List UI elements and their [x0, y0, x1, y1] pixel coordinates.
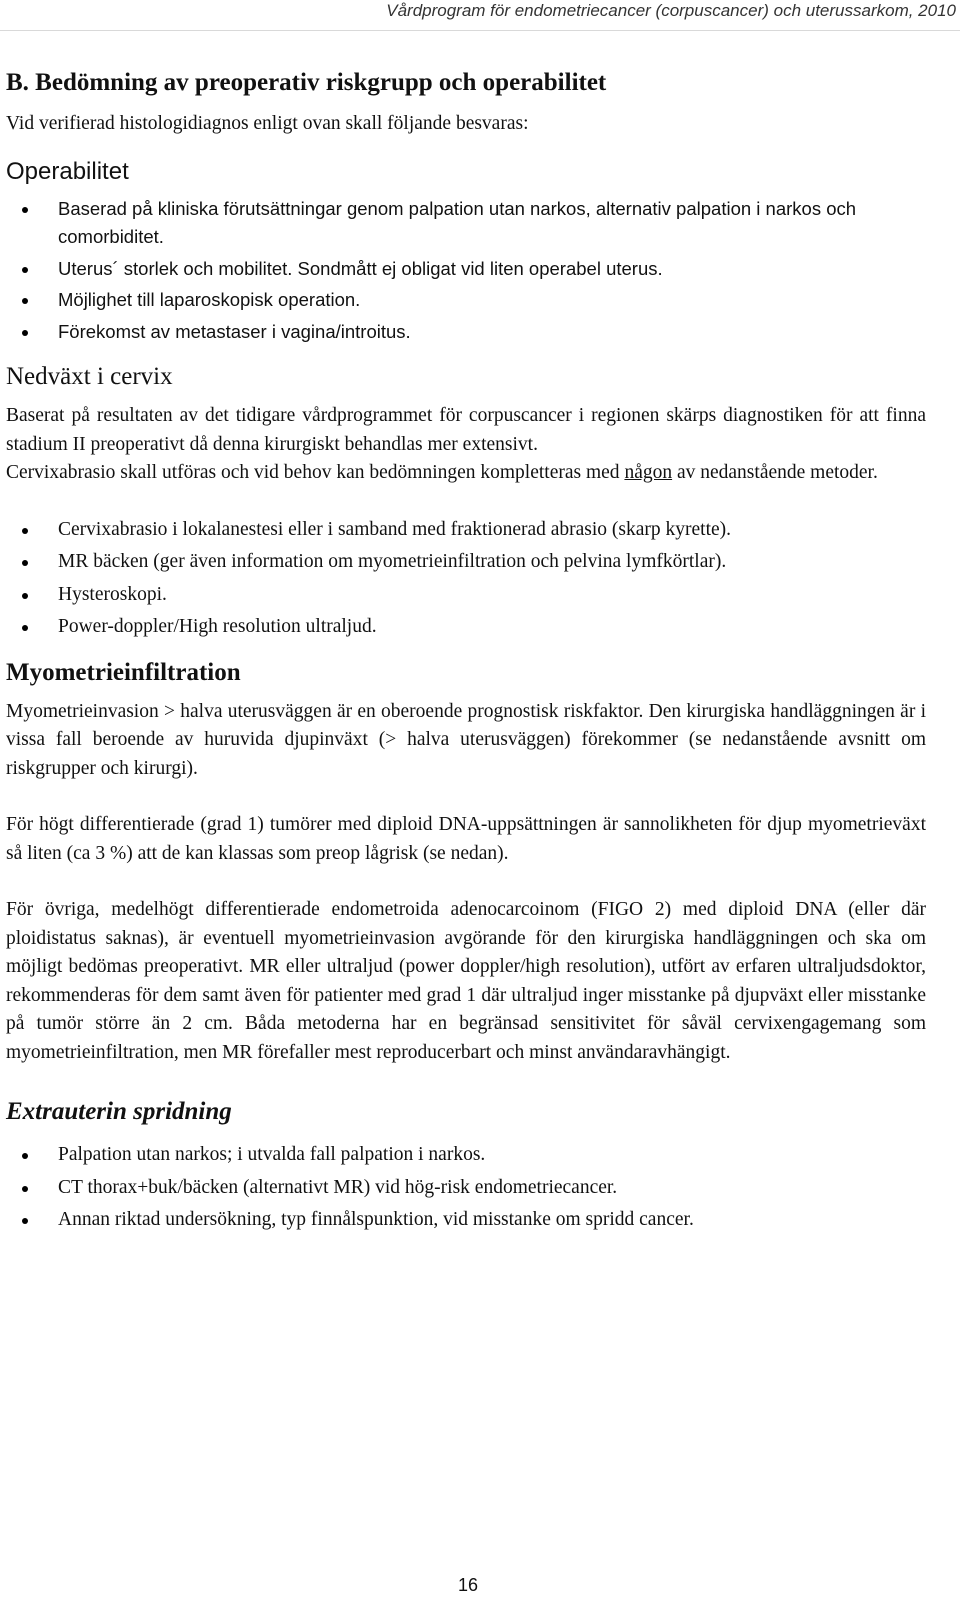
heading-operabilitet: Operabilitet [6, 157, 129, 185]
list-item [6, 255, 926, 284]
header-divider [0, 30, 960, 31]
list-item-text: MR bäcken (ger även information om myometrieinfiltration och pelvina lymfkörtlar). [58, 551, 727, 572]
bullet-icon [22, 528, 28, 534]
list-item-text: CT thorax+buk/bäcken (alternativt MR) vid hög-risk endometriecancer. [58, 1176, 618, 1198]
bullet-icon [22, 593, 28, 599]
cervix-paragraph [6, 459, 926, 488]
heading-myometrie: Myometrieinfiltration [6, 658, 241, 686]
bullet-icon [22, 1153, 28, 1159]
cervix-paragraph-1: Baserat på resultaten av det tidigare vårdprogrammet för corpuscancer i regionen skärps diagnostiken för att finna stadium II preoperativt då denna kirurgiskt behandlas mer extensivt. [6, 405, 926, 455]
section-intro: Vid verifierad histologidiagnos enligt ovan skall följande besvaras: [6, 113, 529, 134]
operabilitet-list [6, 195, 926, 347]
bullet-icon [22, 1218, 28, 1224]
list-item [6, 286, 926, 315]
bullet-icon [22, 1186, 28, 1192]
list-item-text: Möjlighet till laparoskopisk operation. [58, 289, 361, 310]
bullet-icon [22, 330, 28, 336]
bullet-icon [22, 267, 28, 273]
list-item [6, 318, 926, 347]
list-item [6, 516, 926, 545]
list-item [6, 1206, 926, 1235]
list-item [6, 1141, 926, 1170]
myometrie-paragraph-2: För högt differentierade (grad 1) tumörer med diploid DNA-uppsättningen är sannolikheten för djup myometrieväxt så liten (ca 3 %) att de kan klassas som preop lågrisk (se nedan). [6, 814, 926, 864]
myometrie-paragraph-1: Myometrieinvasion > halva uterusväggen är en oberoende prognostisk riskfaktor. Den kirurgiska handläggningen är i vissa fall beroende av huruvida djupinväxt (> halva uterusväggen) förekommer (se nedanstående avsnitt om riskgrupper och kirurgi). [6, 700, 926, 779]
cervix-paragraph-2b: av nedanstående metoder. [672, 462, 878, 483]
list-item-text: Cervixabrasio i lokalanestesi eller i samband med fraktionerad abrasio (skarp kyrette). [58, 518, 732, 540]
section-title: B. Bedömning av preoperativ riskgrupp och operabilitet [6, 69, 607, 96]
bullet-icon [22, 625, 28, 631]
running-header: Vårdprogram för endometriecancer (corpuscancer) och uterussarkom, 2010 [386, 1, 956, 20]
list-item [6, 548, 926, 577]
list-item-text: Hysteroskopi. [58, 583, 167, 605]
list-item [6, 195, 926, 252]
document-body [6, 66, 926, 1249]
list-item-text: Palpation utan narkos; i utvalda fall palpation i narkos. [58, 1144, 486, 1165]
extrauterin-list [6, 1141, 926, 1235]
list-item [6, 1174, 926, 1203]
underlined-word: någon [624, 462, 673, 483]
list-item-text: Annan riktad undersökning, typ finnålspunktion, vid misstanke om spridd cancer. [58, 1209, 694, 1230]
bullet-icon [22, 298, 28, 304]
list-item [6, 581, 926, 610]
list-item-text: Power-doppler/High resolution ultraljud. [58, 616, 377, 637]
list-item-text: Förekomst av metastaser i vagina/introitus. [58, 320, 411, 342]
bullet-icon [22, 560, 28, 566]
bullet-icon [22, 207, 28, 213]
myometrie-paragraph-3: För övriga, medelhögt differentierade endometroida adenocarcoinom (FIGO 2) med diploid DNA (eller där ploidistatus saknas), är eventuell myometrieinvasion avgörande för den kirurgiska handläggningen och ska om möjligt bedömas preoperativt. MR eller ultraljud (power doppler/high resolution), utfört av erfaren ultraljudsdoktor, rekommenderas för dem samt även för patienter med grad 1 där ultraljud inger misstanke på djupväxt eller misstanke på tumör större än 2 cm. Båda metoderna har en begränsad sensitivitet för såväl cervixengagemang som myometrieinfiltration, men MR förefaller mest reproducerbart och minst användaravhängigt. [6, 899, 926, 1063]
list-item [6, 613, 926, 642]
heading-extrauterin: Extrauterin spridning [6, 1098, 232, 1125]
list-item-text: Uterus´ storlek och mobilitet. Sondmått ej obligat vid liten operabel uterus. [58, 257, 663, 279]
page-number: 16 [457, 1575, 479, 1595]
cervix-paragraph-2a: Cervixabrasio skall utföras och vid behov kan bedömningen kompletteras med [6, 462, 625, 483]
cervix-paragraph [6, 402, 926, 459]
cervix-list [6, 516, 926, 642]
list-item-text: Baserad på kliniska förutsättningar genom palpation utan narkos, alternativ palpation i narkos och comorbiditet. [58, 197, 857, 247]
heading-cervix: Nedväxt i cervix [6, 363, 173, 390]
